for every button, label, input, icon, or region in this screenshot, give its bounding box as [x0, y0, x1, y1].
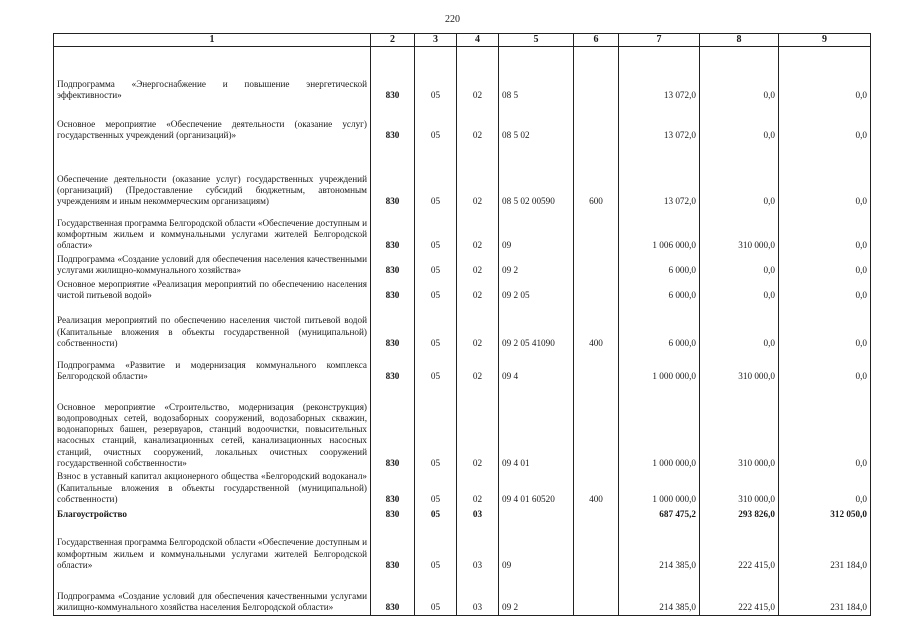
row-value-9: 231 184,0	[779, 572, 871, 615]
row-subsection: 02	[457, 470, 499, 506]
row-value-9: 0,0	[779, 470, 871, 506]
column-header: 6	[574, 34, 619, 47]
row-expense-type: 400	[574, 470, 619, 506]
row-target: 09 2	[499, 253, 574, 277]
row-target: 09 2 05	[499, 277, 574, 302]
row-section: 05	[415, 383, 457, 470]
row-section: 05	[415, 103, 457, 143]
table-row	[54, 253, 871, 277]
row-subsection: 02	[457, 103, 499, 143]
row-value-9: 0,0	[779, 350, 871, 383]
row-subsection: 03	[457, 506, 499, 521]
row-target	[499, 506, 574, 521]
row-value-9: 0,0	[779, 253, 871, 277]
row-target: 09 4 01 60520	[499, 470, 574, 506]
row-value-8: 0,0	[700, 47, 779, 103]
row-expense-type: 600	[574, 143, 619, 209]
row-name: Подпрограмма «Создание условий для обеспечения населения качественными услугами жилищно-коммунального хозяйства»	[54, 253, 371, 277]
row-subsection: 03	[457, 572, 499, 615]
row-code: 830	[371, 572, 415, 615]
row-subsection: 02	[457, 350, 499, 383]
row-code: 830	[371, 383, 415, 470]
row-value-7: 687 475,2	[619, 506, 700, 521]
row-value-7: 13 072,0	[619, 47, 700, 103]
row-section: 05	[415, 253, 457, 277]
row-code: 830	[371, 521, 415, 572]
row-value-8: 310 000,0	[700, 383, 779, 470]
column-header: 8	[700, 34, 779, 47]
row-value-8: 222 415,0	[700, 572, 779, 615]
row-subsection: 02	[457, 209, 499, 253]
row-name: Реализация мероприятий по обеспечению населения чистой питьевой водой (Капитальные вложения в объекты государственной (муниципальной) собственности)	[54, 302, 371, 350]
page-number: 220	[445, 14, 460, 25]
row-subsection: 02	[457, 143, 499, 209]
row-name: Основное мероприятие «Обеспечение деятельности (оказание услуг) государственных учреждений (организаций)»	[54, 103, 371, 143]
row-value-7: 6 000,0	[619, 277, 700, 302]
table-row	[54, 302, 871, 350]
row-subsection: 03	[457, 521, 499, 572]
table-row	[54, 143, 871, 209]
row-value-7: 1 006 000,0	[619, 209, 700, 253]
row-code: 830	[371, 253, 415, 277]
row-value-9: 0,0	[779, 47, 871, 103]
row-target: 09	[499, 209, 574, 253]
row-section: 05	[415, 47, 457, 103]
row-value-8: 310 000,0	[700, 209, 779, 253]
table-row	[54, 277, 871, 302]
row-section: 05	[415, 143, 457, 209]
row-subsection: 02	[457, 277, 499, 302]
row-expense-type: 400	[574, 302, 619, 350]
row-value-8: 0,0	[700, 103, 779, 143]
row-section: 05	[415, 572, 457, 615]
row-value-8: 293 826,0	[700, 506, 779, 521]
row-value-9: 0,0	[779, 103, 871, 143]
row-value-8: 0,0	[700, 253, 779, 277]
row-target: 09 2	[499, 572, 574, 615]
column-header: 4	[457, 34, 499, 47]
row-target: 08 5 02 00590	[499, 143, 574, 209]
row-code: 830	[371, 506, 415, 521]
row-value-9: 0,0	[779, 277, 871, 302]
table-row	[54, 521, 871, 572]
row-expense-type	[574, 506, 619, 521]
row-section: 05	[415, 277, 457, 302]
row-name: Государственная программа Белгородской области «Обеспечение доступным и комфортным жильем и коммунальными услугами жителей Белгородской области»	[54, 521, 371, 572]
row-value-8: 0,0	[700, 143, 779, 209]
row-value-9: 231 184,0	[779, 521, 871, 572]
row-target: 09 2 05 41090	[499, 302, 574, 350]
row-expense-type	[574, 253, 619, 277]
row-value-7: 214 385,0	[619, 572, 700, 615]
row-name: Взнос в уставный капитал акционерного общества «Белгородский водоканал» (Капитальные вложения в объекты государственной (муниципальной) собственности)	[54, 470, 371, 506]
row-code: 830	[371, 350, 415, 383]
budget-table	[53, 33, 871, 616]
row-target: 08 5	[499, 47, 574, 103]
column-header: 2	[371, 34, 415, 47]
row-value-7: 13 072,0	[619, 103, 700, 143]
row-value-7: 1 000 000,0	[619, 470, 700, 506]
row-subsection: 02	[457, 47, 499, 103]
row-name: Подпрограмма «Энергоснабжение и повышение энергетической эффективности»	[54, 47, 371, 103]
table-row	[54, 350, 871, 383]
row-name: Государственная программа Белгородской области «Обеспечение доступным и комфортным жильем и коммунальными услугами жителей Белгородской области»	[54, 209, 371, 253]
row-code: 830	[371, 470, 415, 506]
column-header: 9	[779, 34, 871, 47]
row-section: 05	[415, 302, 457, 350]
row-expense-type	[574, 103, 619, 143]
row-name: Благоустройство	[54, 506, 371, 521]
row-target: 09	[499, 521, 574, 572]
row-value-8: 310 000,0	[700, 470, 779, 506]
row-code: 830	[371, 302, 415, 350]
row-value-7: 214 385,0	[619, 521, 700, 572]
row-code: 830	[371, 143, 415, 209]
row-value-9: 312 050,0	[779, 506, 871, 521]
row-expense-type	[574, 47, 619, 103]
table-row	[54, 572, 871, 615]
row-section: 05	[415, 521, 457, 572]
row-value-8: 0,0	[700, 302, 779, 350]
row-target: 09 4	[499, 350, 574, 383]
row-target: 09 4 01	[499, 383, 574, 470]
header-row	[54, 34, 871, 47]
row-value-7: 6 000,0	[619, 302, 700, 350]
row-value-9: 0,0	[779, 143, 871, 209]
row-name: Подпрограмма «Создание условий для обеспечения качественными услугами жилищно-коммунального хозяйства населения Белгородской области»	[54, 572, 371, 615]
row-section: 05	[415, 209, 457, 253]
row-section: 05	[415, 470, 457, 506]
table-row	[54, 47, 871, 103]
row-expense-type	[574, 572, 619, 615]
row-value-8: 310 000,0	[700, 350, 779, 383]
column-header: 3	[415, 34, 457, 47]
column-header: 5	[499, 34, 574, 47]
row-value-7: 1 000 000,0	[619, 350, 700, 383]
row-expense-type	[574, 383, 619, 470]
row-subsection: 02	[457, 302, 499, 350]
table-row	[54, 470, 871, 506]
row-section: 05	[415, 350, 457, 383]
row-name: Основное мероприятие «Реализация мероприятий по обеспечению населения чистой питьевой водой»	[54, 277, 371, 302]
row-value-7: 13 072,0	[619, 143, 700, 209]
column-header: 7	[619, 34, 700, 47]
row-value-9: 0,0	[779, 383, 871, 470]
row-value-7: 6 000,0	[619, 253, 700, 277]
row-value-8: 0,0	[700, 277, 779, 302]
row-code: 830	[371, 47, 415, 103]
row-expense-type	[574, 350, 619, 383]
row-section: 05	[415, 506, 457, 521]
table-row	[54, 103, 871, 143]
table-row	[54, 506, 871, 521]
row-expense-type	[574, 277, 619, 302]
row-name: Обеспечение деятельности (оказание услуг) государственных учреждений (организаций) (Предоставление субсидий бюджетным, автономным учреждениям и иным некоммерческим организациям)	[54, 143, 371, 209]
row-expense-type	[574, 521, 619, 572]
row-subsection: 02	[457, 383, 499, 470]
row-code: 830	[371, 277, 415, 302]
row-value-9: 0,0	[779, 302, 871, 350]
row-target: 08 5 02	[499, 103, 574, 143]
column-header: 1	[54, 34, 371, 47]
table-row	[54, 383, 871, 470]
row-code: 830	[371, 209, 415, 253]
row-value-8: 222 415,0	[700, 521, 779, 572]
row-subsection: 02	[457, 253, 499, 277]
table-row	[54, 209, 871, 253]
row-name: Основное мероприятие «Строительство, модернизация (реконструкция) водопроводных сетей, водозаборных сооружений, водозаборных скважин, водонапорных башен, резервуаров, станций водоочистки, повысительных насосных станций, канализационных сетей, канализационных насосных станций, очистных сооружений, локальных очистных сооружений государственной собственности»	[54, 383, 371, 470]
row-value-9: 0,0	[779, 209, 871, 253]
row-code: 830	[371, 103, 415, 143]
row-name: Подпрограмма «Развитие и модернизация коммунального комплекса Белгородской области»	[54, 350, 371, 383]
row-value-7: 1 000 000,0	[619, 383, 700, 470]
row-expense-type	[574, 209, 619, 253]
